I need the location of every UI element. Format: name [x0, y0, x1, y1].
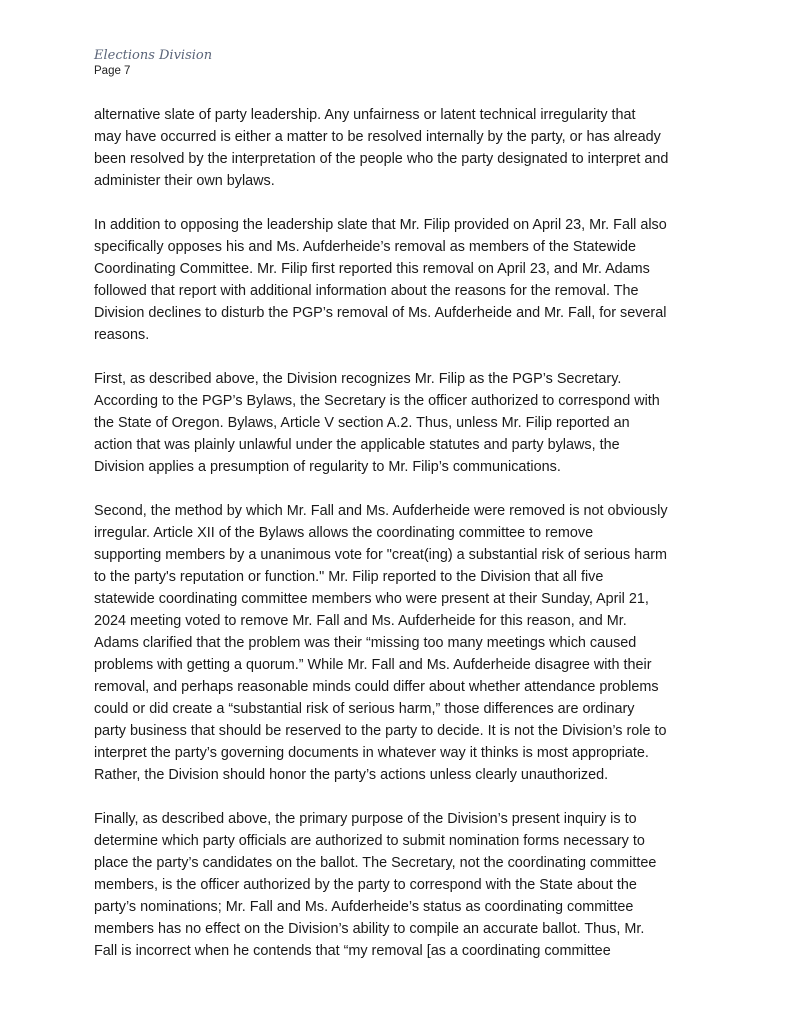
text-line: According to the PGP’s Bylaws, the Secretary is the officer authorized to correspond with [94, 393, 660, 409]
text-line: action that was plainly unlawful under the applicable statutes and party bylaws, the [94, 437, 620, 453]
text-line: party business that should be reserved to the party to decide. It is not the Division’s role to [94, 723, 667, 739]
text-line: removal, and perhaps reasonable minds could differ about whether attendance problems [94, 679, 659, 695]
text-line: Coordinating Committee. Mr. Filip first reported this removal on April 23, and Mr. Adams [94, 261, 650, 277]
paragraph-3 [94, 368, 714, 478]
header-title: Elections Division [94, 48, 213, 63]
document-body [94, 104, 714, 962]
paragraph-gap [94, 786, 714, 808]
text-line: party’s nominations; Mr. Fall and Ms. Aufderheide’s status as coordinating committee [94, 899, 634, 915]
text-line: Rather, the Division should honor the party’s actions unless clearly unauthorized. [94, 767, 609, 783]
page-header [94, 47, 212, 78]
text-line: administer their own bylaws. [94, 173, 275, 189]
paragraph-5 [94, 808, 714, 962]
text-line: determine which party officials are authorized to submit nomination forms necessary to [94, 833, 645, 849]
text-line: Adams clarified that the problem was their “missing too many meetings which caused [94, 635, 637, 651]
text-line: irregular. Article XII of the Bylaws allows the coordinating committee to remove [94, 525, 594, 541]
text-line: supporting members by a unanimous vote for "creat(ing) a substantial risk of serious harm [94, 547, 667, 563]
text-line: followed that report with additional information about the reasons for the removal. The [94, 283, 639, 299]
text-line: to the party's reputation or function." Mr. Filip reported to the Division that all five [94, 569, 604, 585]
text-line: could or did create a “substantial risk of serious harm,” those differences are ordinary [94, 701, 635, 717]
text-line: members has no effect on the Division’s ability to compile an accurate ballot. Thus, Mr. [94, 921, 645, 937]
text-line: Division applies a presumption of regularity to Mr. Filip’s communications. [94, 459, 561, 475]
text-line: In addition to opposing the leadership slate that Mr. Filip provided on April 23, Mr. Fall also [94, 217, 667, 233]
text-line: members, is the officer authorized by the party to correspond with the State about the [94, 877, 637, 893]
text-line: been resolved by the interpretation of the people who the party designated to interpret and [94, 151, 669, 167]
text-line: First, as described above, the Division recognizes Mr. Filip as the PGP’s Secretary. [94, 371, 622, 387]
text-line: reasons. [94, 327, 150, 343]
text-line: Division declines to disturb the PGP’s removal of Ms. Aufderheide and Mr. Fall, for several [94, 305, 667, 321]
text-line: place the party’s candidates on the ballot. The Secretary, not the coordinating committee [94, 855, 657, 871]
paragraph-gap [94, 346, 714, 368]
text-line: 2024 meeting voted to remove Mr. Fall and Ms. Aufderheide for this reason, and Mr. [94, 613, 627, 629]
paragraph-gap [94, 192, 714, 214]
text-line: Fall is incorrect when he contends that “my removal [as a coordinating committee [94, 943, 611, 959]
text-line: may have occurred is either a matter to be resolved internally by the party, or has already [94, 129, 661, 145]
text-line: problems with getting a quorum.” While Mr. Fall and Ms. Aufderheide disagree with their [94, 657, 652, 673]
text-line: statewide coordinating committee members who were present at their Sunday, April 21, [94, 591, 649, 607]
text-line: Finally, as described above, the primary purpose of the Division’s present inquiry is to [94, 811, 637, 827]
paragraph-gap [94, 478, 714, 500]
paragraph-2 [94, 214, 714, 346]
text-line: alternative slate of party leadership. Any unfairness or latent technical irregularity that [94, 107, 636, 123]
text-line: specifically opposes his and Ms. Aufderheide’s removal as members of the Statewide [94, 239, 637, 255]
text-line: Second, the method by which Mr. Fall and Ms. Aufderheide were removed is not obviously [94, 503, 668, 519]
paragraph-4 [94, 500, 714, 786]
text-line: the State of Oregon. Bylaws, Article V section A.2. Thus, unless Mr. Filip reported an [94, 415, 630, 431]
page-number: Page 7 [94, 65, 131, 77]
text-line: interpret the party’s governing documents in whatever way it thinks is most appropriate. [94, 745, 649, 761]
paragraph-1 [94, 104, 714, 192]
